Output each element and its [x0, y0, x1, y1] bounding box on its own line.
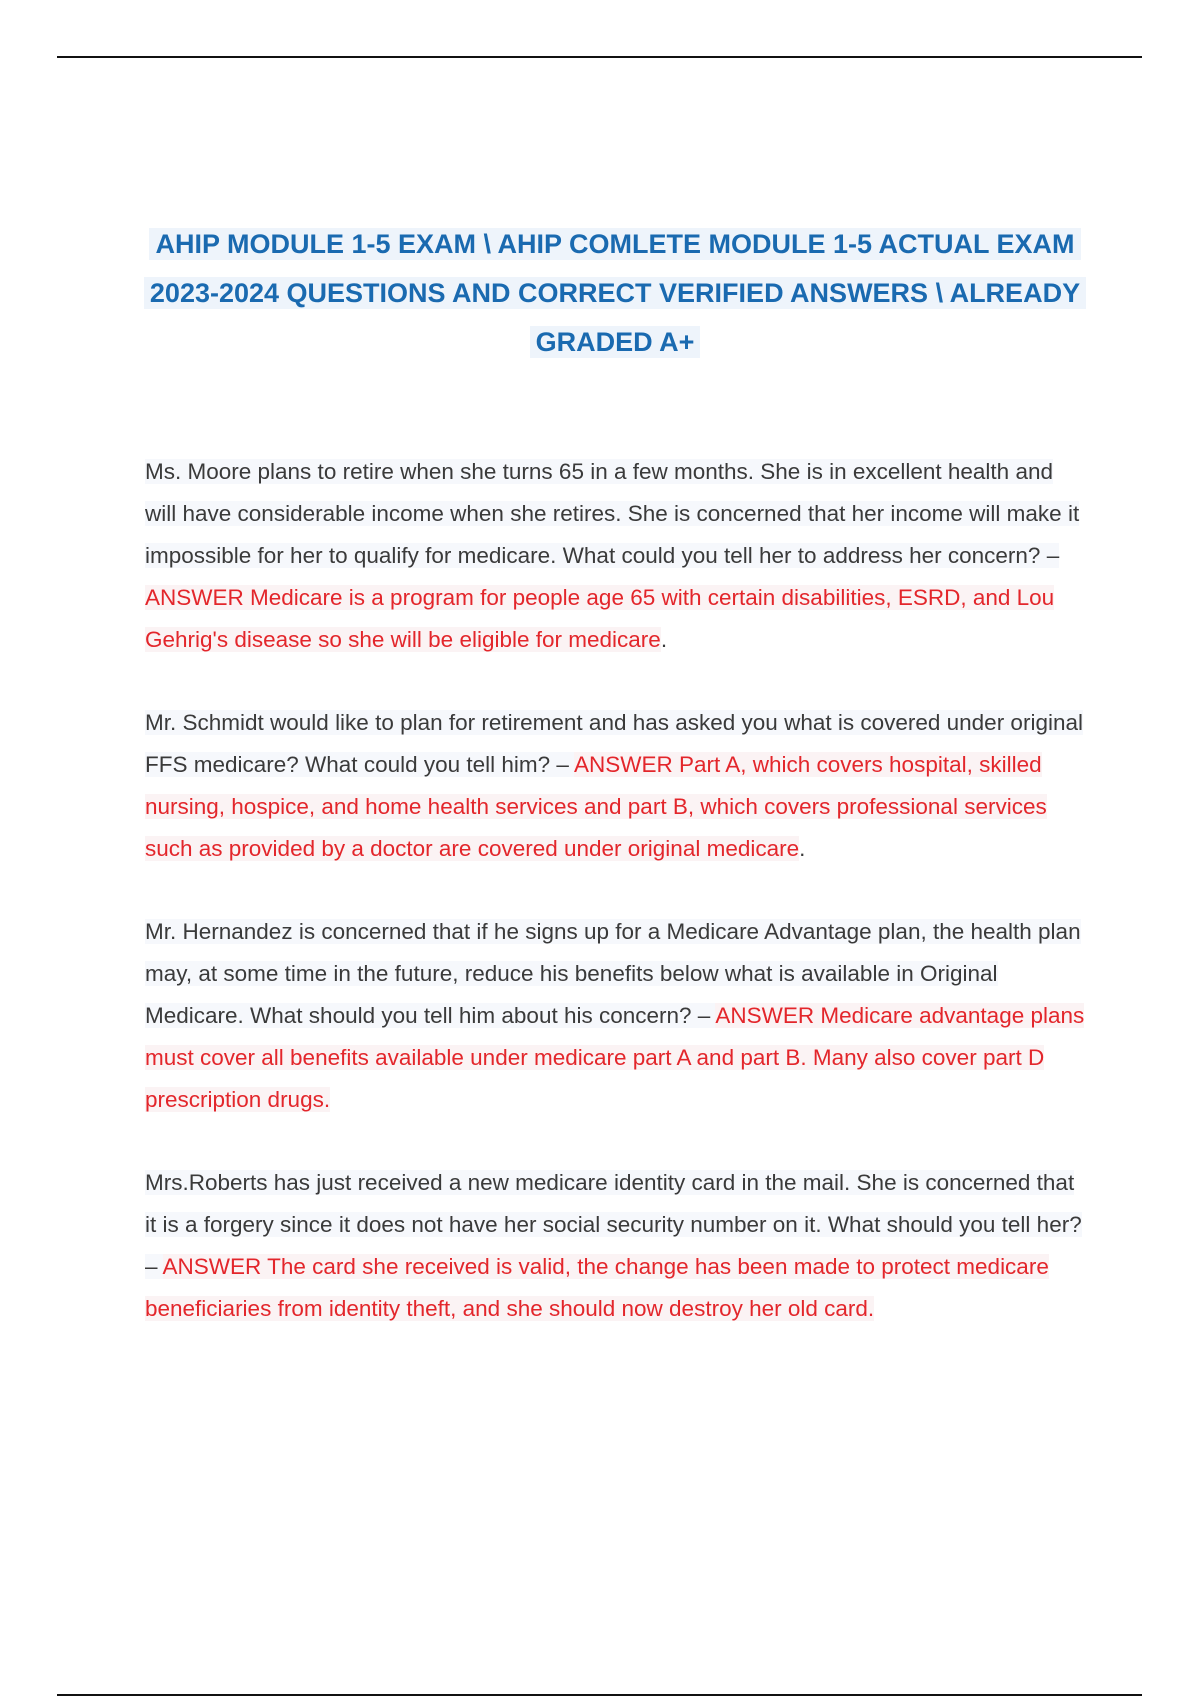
answer-separator: – [145, 1254, 163, 1279]
question-text: Ms. Moore plans to retire when she turns 65 in a few months. She is in excellent health and will have considerable income when she retires. She is concerned that her income will make it impossible for her to qualify for medicare. What could you tell her to address her concern? [145, 459, 1080, 568]
answer-separator: – [550, 752, 574, 777]
document-title-text: AHIP MODULE 1-5 EXAM \ AHIP COMLETE MODULE 1-5 ACTUAL EXAM 2023-2024 QUESTIONS AND CORRECT VERIFIED ANSWERS \ ALREADY GRADED A+ [144, 228, 1086, 358]
question-text: Mr. Schmidt would like to plan for retirement and has asked you what is covered under original FFS medicare? What could you tell him? [145, 710, 1083, 777]
qa-item-1 [145, 451, 1090, 661]
top-rule [57, 56, 1142, 58]
qa-list [145, 451, 1090, 1371]
answer-text: ANSWER Medicare is a program for people age 65 with certain disabilities, ESRD, and Lou Gehrig's disease so she will be eligible for medicare [145, 585, 1055, 652]
bottom-rule [57, 1694, 1142, 1696]
answer-text: ANSWER Part A, which covers hospital, skilled nursing, hospice, and home health services and part B, which covers professional services such as provided by a doctor are covered under original medicare [145, 752, 1047, 861]
answer-separator: – [1040, 543, 1060, 568]
document-title [140, 220, 1090, 367]
answer-text: ANSWER The card she received is valid, the change has been made to protect medicare beneficiaries from identity theft, and she should now destroy her old card. [145, 1254, 1049, 1321]
question-text: Mrs.Roberts has just received a new medicare identity card in the mail. She is concerned that it is a forgery since it does not have her social security number on it. What should you tell her? [145, 1170, 1082, 1237]
answer-separator: – [691, 1003, 716, 1028]
answer-tail: . [799, 836, 806, 861]
answer-text: ANSWER Medicare advantage plans must cover all benefits available under medicare part A and part B. Many also cover part D prescription drugs. [145, 1003, 1085, 1112]
answer-tail: . [660, 627, 668, 652]
qa-item-2 [145, 702, 1090, 870]
qa-item-3 [145, 911, 1090, 1121]
qa-item-4 [145, 1162, 1090, 1330]
question-text: Mr. Hernandez is concerned that if he signs up for a Medicare Advantage plan, the health plan may, at some time in the future, reduce his benefits below what is available in Original Medicare. What should you tell him about his concern? [145, 919, 1081, 1028]
